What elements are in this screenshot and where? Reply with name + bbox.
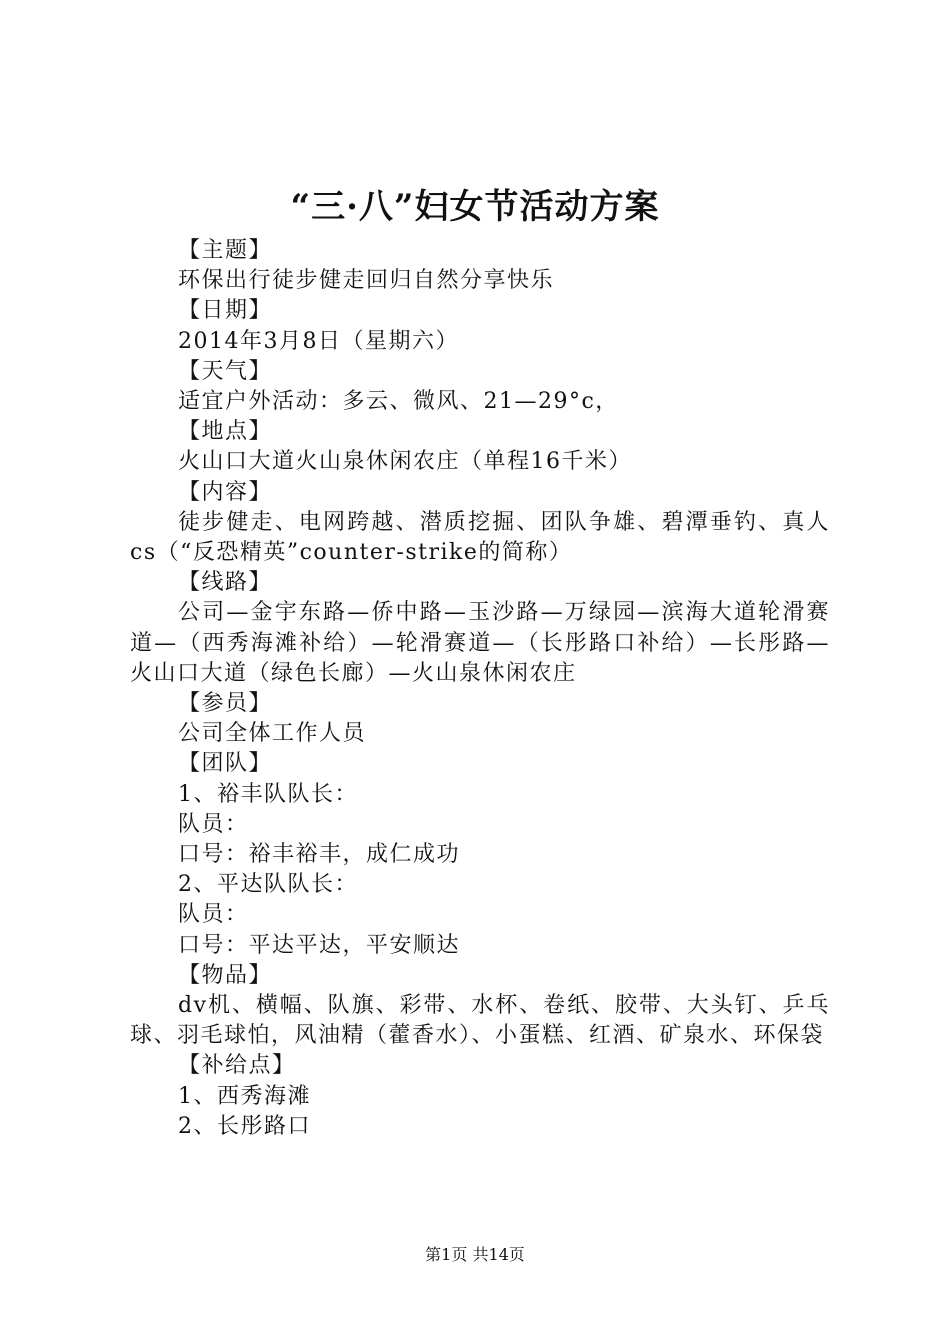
team2-members: 队员： xyxy=(178,902,249,928)
section-heading-route: 【线路】 xyxy=(178,570,273,596)
section-heading-date: 【日期】 xyxy=(178,298,273,324)
document-body xyxy=(130,236,830,1142)
section-text-date: 2014年3月8日（星期六） xyxy=(178,328,459,354)
section-text-items: dv机、横幅、队旗、彩带、水杯、卷纸、胶带、大头钉、乒乓球、羽毛球怕，风油精（藿香水）、小蛋糕、红酒、矿泉水、环保袋 xyxy=(130,993,830,1049)
team2-leader: 2、平达队队长： xyxy=(178,872,358,898)
section-heading-theme: 【主题】 xyxy=(178,238,273,263)
team1-members: 队员： xyxy=(178,811,249,837)
section-text-members: 公司全体工作人员 xyxy=(178,721,367,747)
section-text-weather: 适宜户外活动：多云、微风、21—29°c， xyxy=(178,389,619,415)
document-title: “三·八”妇女节活动方案 xyxy=(290,187,660,227)
section-text-theme: 环保出行徒步健走回归自然分享快乐 xyxy=(178,268,555,294)
section-text-location: 火山口大道火山泉休闲农庄（单程16千米） xyxy=(178,449,632,475)
section-text-route: 公司—金宇东路—侨中路—玉沙路—万绿园—滨海大道轮滑赛道—（西秀海滩补给）—轮滑赛道—（长彤路口补给）—长彤路—火山口大道（绿色长廊）—火山泉休闲农庄 xyxy=(130,600,830,686)
team1-slogan: 口号：裕丰裕丰，成仁成功 xyxy=(178,842,461,868)
supply-point-1: 1、西秀海滩 xyxy=(178,1083,311,1109)
section-heading-content: 【内容】 xyxy=(178,479,273,505)
section-heading-members: 【参员】 xyxy=(178,691,273,717)
section-text-content: 徒步健走、电网跨越、潜质挖掘、团队争雄、碧潭垂钓、真人cs（“反恐精英”counter-strike的简称） xyxy=(130,509,830,566)
team1-leader: 1、裕丰队队长： xyxy=(178,781,358,807)
section-heading-location: 【地点】 xyxy=(178,419,273,445)
section-heading-weather: 【天气】 xyxy=(178,358,273,384)
supply-point-2: 2、长彤路口 xyxy=(178,1113,311,1139)
section-heading-team: 【团队】 xyxy=(178,751,273,777)
section-heading-supply: 【补给点】 xyxy=(178,1053,296,1079)
page-footer: 第1页 共14页 xyxy=(425,1245,525,1264)
section-heading-items: 【物品】 xyxy=(178,962,273,988)
team2-slogan: 口号：平达平达，平安顺达 xyxy=(178,932,461,958)
